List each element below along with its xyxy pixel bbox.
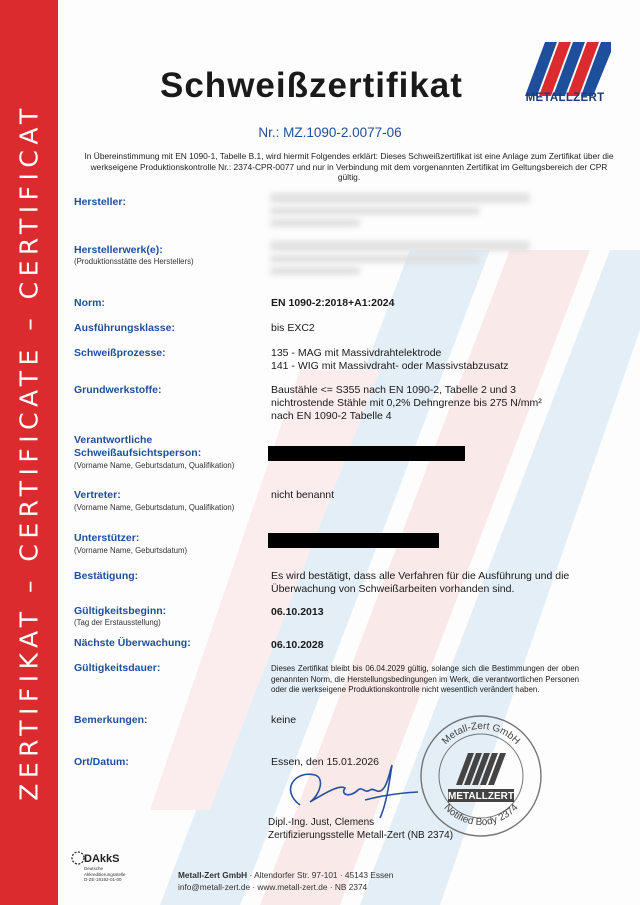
herstellerwerk-blurred-line xyxy=(270,241,530,251)
vertreter-value: nicht benannt xyxy=(271,489,335,501)
grundwerkstoff-line: nach EN 1090-2 Tabelle 4 xyxy=(271,410,392,422)
unterstuetzer-label: Unterstützer: xyxy=(74,532,140,544)
logo-text: METALLZERT xyxy=(525,92,605,104)
redacted-name-bar xyxy=(268,533,439,548)
footer-contact: info@metall-zert.de · www.metall-zert.de · NB 2374 xyxy=(178,882,368,892)
certificate-number: Nr.: MZ.1090-2.0077-06 xyxy=(258,125,402,140)
bemerkungen-value: keine xyxy=(271,714,297,726)
herstellerwerk-label: Herstellerwerk(e): xyxy=(74,244,163,256)
dakks-sub-line: Akkreditierungsstelle xyxy=(84,871,126,877)
schweissaufsichtsperson-label: Schweißaufsichtsperson: xyxy=(74,447,202,459)
dakks-label: DAkkS xyxy=(84,853,120,865)
ort-datum-value: Essen, den 15.01.2026 xyxy=(271,756,380,768)
schweissprozess-line: 141 - WIG mit Massivdraht- oder Massivstabzusatz xyxy=(271,360,509,372)
unterstuetzer-sublabel: (Vorname Name, Geburtsdatum) xyxy=(74,546,188,555)
stamp-ring-top: Metall-Zert GmbH xyxy=(440,720,522,747)
footer-address-text: · Altendorfer Str. 97-101 · 45143 Essen xyxy=(247,870,394,880)
vertreter-label: Vertreter: xyxy=(74,489,121,501)
ort-datum-label: Ort/Datum: xyxy=(74,756,129,768)
herstellerwerk-sublabel: (Produktionsstätte des Herstellers) xyxy=(74,257,194,266)
stamp-ring-bottom: Notified Body 2374 xyxy=(441,802,521,829)
gueltigkeitsdauer-value: Dieses Zertifikat bleibt bis 06.04.2029 gültig, solange sich die Bestimmungen der oben genannten Norm, die Herstellungsbedingungen im Werk, die verantwortlichen Personen oder die werkseigene Produktionskontrolle nicht wesentlich verändert haben. xyxy=(271,664,579,694)
page-title: Schweißzertifikat xyxy=(160,66,463,105)
naechste-ueberwachung-label: Nächste Überwachung: xyxy=(74,637,191,649)
vertreter-sublabel: (Vorname Name, Geburtsdatum, Qualifikation) xyxy=(74,503,235,512)
dakks-sub-line: D-ZE-19192-01-00 xyxy=(84,877,122,882)
verantwortliche-label: Verantwortliche xyxy=(74,434,153,446)
grundwerkstoff-line: nichtrostende Stähle mit 0,2% Dehngrenze bis 275 N/mm² xyxy=(271,397,542,409)
herstellerwerk-blurred-line xyxy=(270,267,360,275)
signer-role: Zertifizierungsstelle Metall-Zert (NB 2374) xyxy=(268,830,454,841)
stamp-center-text: METALLZERT xyxy=(448,791,514,802)
hersteller-blurred-line xyxy=(270,207,480,215)
naechste-ueberwachung-value: 06.10.2028 xyxy=(271,639,324,651)
bemerkungen-label: Bemerkungen: xyxy=(74,714,148,726)
footer-company: Metall-Zert GmbH xyxy=(178,870,248,880)
side-band-text: ZERTIFIKAT – CERTIFICATE – CERTIFICAT xyxy=(14,103,44,801)
gueltigkeitsbeginn-label: Gültigkeitsbeginn: xyxy=(74,605,167,617)
signer-name: Dipl.-Ing. Just, Clemens xyxy=(268,817,375,828)
gueltigkeitsbeginn-value: 06.10.2013 xyxy=(271,606,324,618)
bestaetigung-line: Es wird bestätigt, dass alle Verfahren für die Ausführung und die xyxy=(271,570,570,582)
verantwortliche-sublabel: (Vorname Name, Geburtsdatum, Qualifikation) xyxy=(74,461,235,470)
redacted-name-bar xyxy=(268,446,465,461)
schweissprozesse-label: Schweißprozesse: xyxy=(74,347,166,359)
bestaetigung-line: Überwachung von Schweißarbeiten vorhanden sind. xyxy=(271,583,515,595)
grundwerkstoff-line: Baustähle <= S355 nach EN 1090-2, Tabelle 2 und 3 xyxy=(271,384,516,396)
dakks-sub-line: Deutsche xyxy=(84,866,104,871)
gueltigkeitsbeginn-sublabel: (Tag der Erstausstellung) xyxy=(74,618,161,627)
footer-address xyxy=(178,870,393,880)
schweissprozess-line: 135 - MAG mit Massivdrahtelektrode xyxy=(271,347,442,359)
dakks-sublabel xyxy=(84,866,144,883)
grundwerkstoffe-label: Grundwerkstoffe: xyxy=(74,384,162,396)
hersteller-label: Hersteller: xyxy=(74,196,126,208)
intro-text: In Übereinstimmung mit EN 1090-1, Tabelle B.1, wird hiermit Folgendes erklärt: Dieses Schweißzertifikat ist eine Anlage zum Zertifikat über die werkseigene Produktionskontrolle Nr.: 2374-CPR-0077 und nur in Verbindung mit dem vorgenannten Zertifikat im Geltungsbereich der CPR gültig. xyxy=(84,151,614,182)
bestaetigung-label: Bestätigung: xyxy=(74,570,139,582)
herstellerwerk-blurred-line xyxy=(270,255,480,263)
hersteller-blurred-line xyxy=(270,193,530,203)
klasse-value: bis EXC2 xyxy=(271,322,315,334)
klasse-label: Ausführungsklasse: xyxy=(74,322,175,334)
norm-label: Norm: xyxy=(74,297,105,309)
norm-value: EN 1090-2:2018+A1:2024 xyxy=(271,297,395,309)
hersteller-blurred-line xyxy=(270,219,360,227)
gueltigkeitsdauer-label: Gültigkeitsdauer: xyxy=(74,662,161,674)
handwritten-signature xyxy=(270,760,420,820)
metallzert-stamp xyxy=(418,713,544,839)
